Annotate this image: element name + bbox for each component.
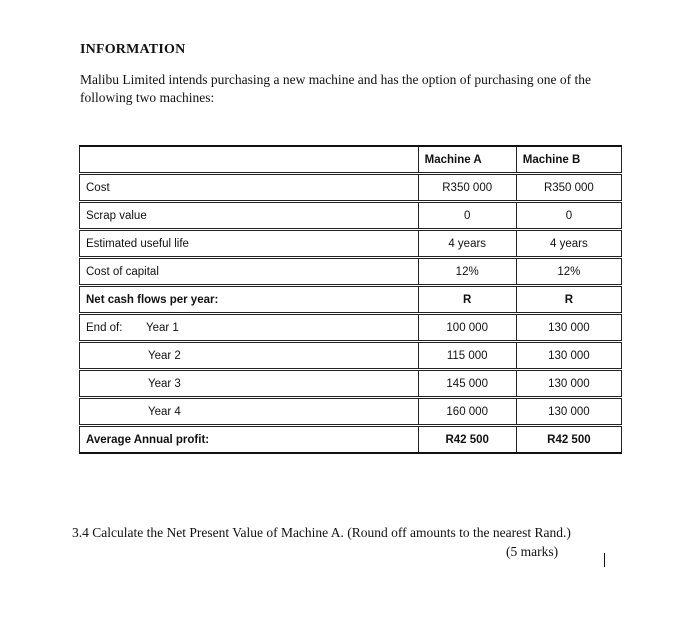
year-label: Year 2: [148, 349, 181, 362]
row-label: Net cash flows per year:: [80, 286, 419, 314]
row-label: Cost of capital: [80, 258, 419, 286]
header-machine-a: Machine A: [418, 146, 516, 174]
table-header-row: [80, 146, 622, 174]
cell-machine-b: R: [516, 286, 621, 314]
row-label: Scrap value: [80, 202, 419, 230]
text-cursor[interactable]: [604, 553, 605, 567]
row-label: Cost: [80, 174, 419, 202]
table-row-cost: [80, 174, 622, 202]
table-row-year-1: [80, 314, 622, 342]
machine-comparison-table: [79, 145, 622, 454]
cell-machine-a: 4 years: [418, 230, 516, 258]
table-row-capital: [80, 258, 622, 286]
cell-machine-a: 145 000: [418, 370, 516, 398]
cell-machine-b: 130 000: [516, 342, 621, 370]
cell-machine-b: 130 000: [516, 398, 621, 426]
year-label: Year 4: [148, 405, 181, 418]
cell-machine-a: 160 000: [418, 398, 516, 426]
row-label: [80, 370, 419, 398]
table-row-average-profit: [80, 426, 622, 454]
cell-machine-a: 12%: [418, 258, 516, 286]
cell-machine-a: 0: [418, 202, 516, 230]
cell-machine-b: 4 years: [516, 230, 621, 258]
heading: INFORMATION: [80, 42, 186, 57]
table-row-life: [80, 230, 622, 258]
cell-machine-b: R350 000: [516, 174, 621, 202]
cell-machine-b: 0: [516, 202, 621, 230]
table-row-year-3: [80, 370, 622, 398]
cell-machine-b: 130 000: [516, 314, 621, 342]
cell-machine-b: 130 000: [516, 370, 621, 398]
header-blank: [80, 146, 419, 174]
cell-machine-a: R: [418, 286, 516, 314]
row-label: [80, 398, 419, 426]
header-machine-b: Machine B: [516, 146, 621, 174]
table-row-scrap: [80, 202, 622, 230]
end-of-label: End of:: [86, 321, 123, 334]
row-label: Estimated useful life: [80, 230, 419, 258]
row-label: [80, 342, 419, 370]
row-label: Average Annual profit:: [80, 426, 419, 454]
table-row-year-2: [80, 342, 622, 370]
cell-machine-a: R42 500: [418, 426, 516, 454]
table-row-year-4: [80, 398, 622, 426]
question-text: 3.4 Calculate the Net Present Value of Machine A. (Round off amounts to the nearest Rand.): [72, 525, 571, 540]
cell-machine-a: 100 000: [418, 314, 516, 342]
intro-paragraph: Malibu Limited intends purchasing a new machine and has the option of purchasing one of the following two machines:: [80, 72, 591, 105]
year-label: Year 1: [146, 321, 179, 334]
cell-machine-a: R350 000: [418, 174, 516, 202]
row-label: [80, 314, 419, 342]
year-label: Year 3: [148, 377, 181, 390]
marks-label: (5 marks): [506, 544, 559, 559]
table-row-net-cash-flows: [80, 286, 622, 314]
cell-machine-b: R42 500: [516, 426, 621, 454]
cell-machine-a: 115 000: [418, 342, 516, 370]
cell-machine-b: 12%: [516, 258, 621, 286]
